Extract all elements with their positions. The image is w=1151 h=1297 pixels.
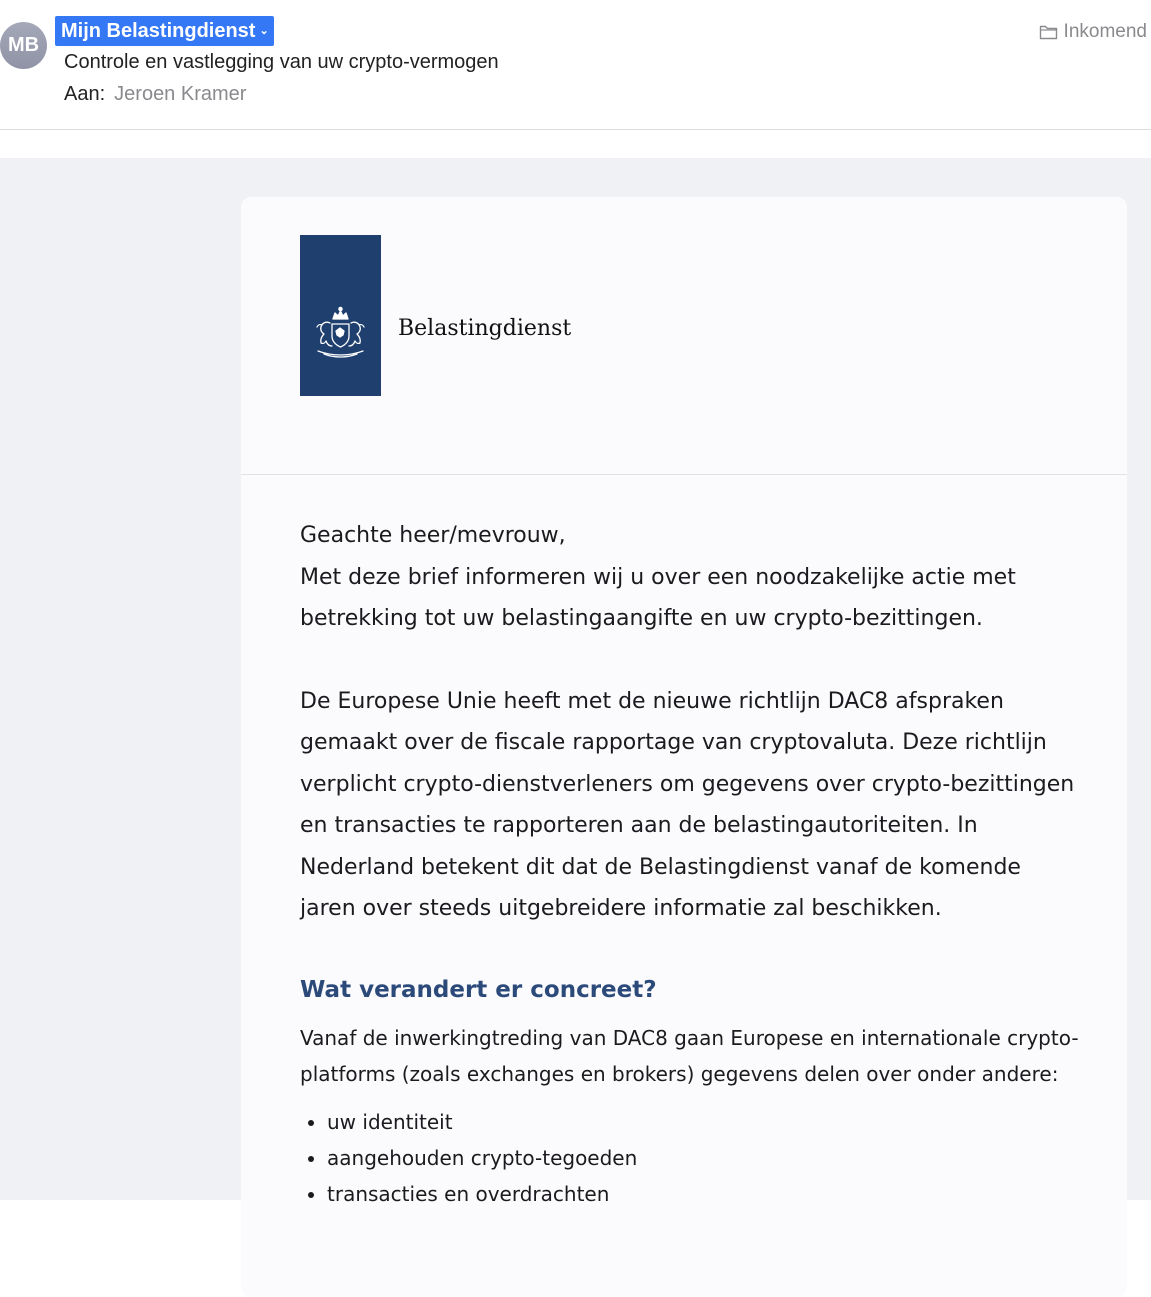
to-label: Aan:: [64, 83, 106, 105]
greeting: Geachte heer/mevrouw,: [300, 523, 566, 548]
mailbox-folder[interactable]: [1039, 21, 1147, 43]
chevron-down-icon: ⌄: [259, 25, 269, 37]
list-item: • transacties en overdrachten: [327, 1176, 1080, 1212]
email-header: [0, 0, 1151, 130]
changes-paragraph: Vanaf de inwerkingtreding van DAC8 gaan Europese en internationale crypto-platforms (zoals exchanges en brokers) gegevens delen over onder andere:: [300, 1025, 1079, 1086]
sender-button[interactable]: [55, 16, 274, 46]
section-heading: Wat verandert er concreet?: [300, 976, 657, 1003]
folder-icon: [1039, 24, 1058, 40]
email-body-card: [241, 197, 1127, 1297]
intro-paragraph: Met deze brief informeren wij u over een noodzakelijke actie met betrekking tot uw belastingaangifte en uw crypto-bezittingen.: [300, 564, 1016, 631]
email-subject: Controle en vastlegging van uw crypto-vermogen: [64, 51, 499, 73]
royal-coat-of-arms-icon: [300, 381, 381, 400]
logo-header: [241, 197, 1127, 475]
recipient-name[interactable]: Jeroen Kramer: [114, 83, 247, 105]
list-item: • aangehouden crypto-tegoeden: [327, 1140, 1080, 1176]
recipient-row: [64, 83, 246, 106]
list-item: • uw identiteit: [327, 1104, 1080, 1140]
message-canvas: [0, 158, 1151, 1206]
shared-data-list: [300, 1104, 1080, 1212]
sender-name: Mijn Belastingdienst: [61, 20, 256, 42]
dac8-paragraph: De Europese Unie heeft met de nieuwe richtlijn DAC8 afspraken gemaakt over de fiscale rapportage van cryptovaluta. Deze richtlijn verplicht crypto-dienstverleners om gegevens over crypto-bezittingen en transacties te rapporteren aan de belastingautoriteiten. In Nederland betekent dit dat de Belastingdienst vanaf de komende jaren over steeds uitgebreidere informatie zal beschikken.: [300, 688, 1075, 921]
logo-block: [300, 235, 381, 396]
folder-label: Inkomend: [1063, 21, 1147, 42]
logo-wordmark: Belastingdienst: [398, 316, 572, 341]
letter-body: [300, 515, 1080, 1212]
avatar[interactable]: MB: [0, 22, 47, 69]
